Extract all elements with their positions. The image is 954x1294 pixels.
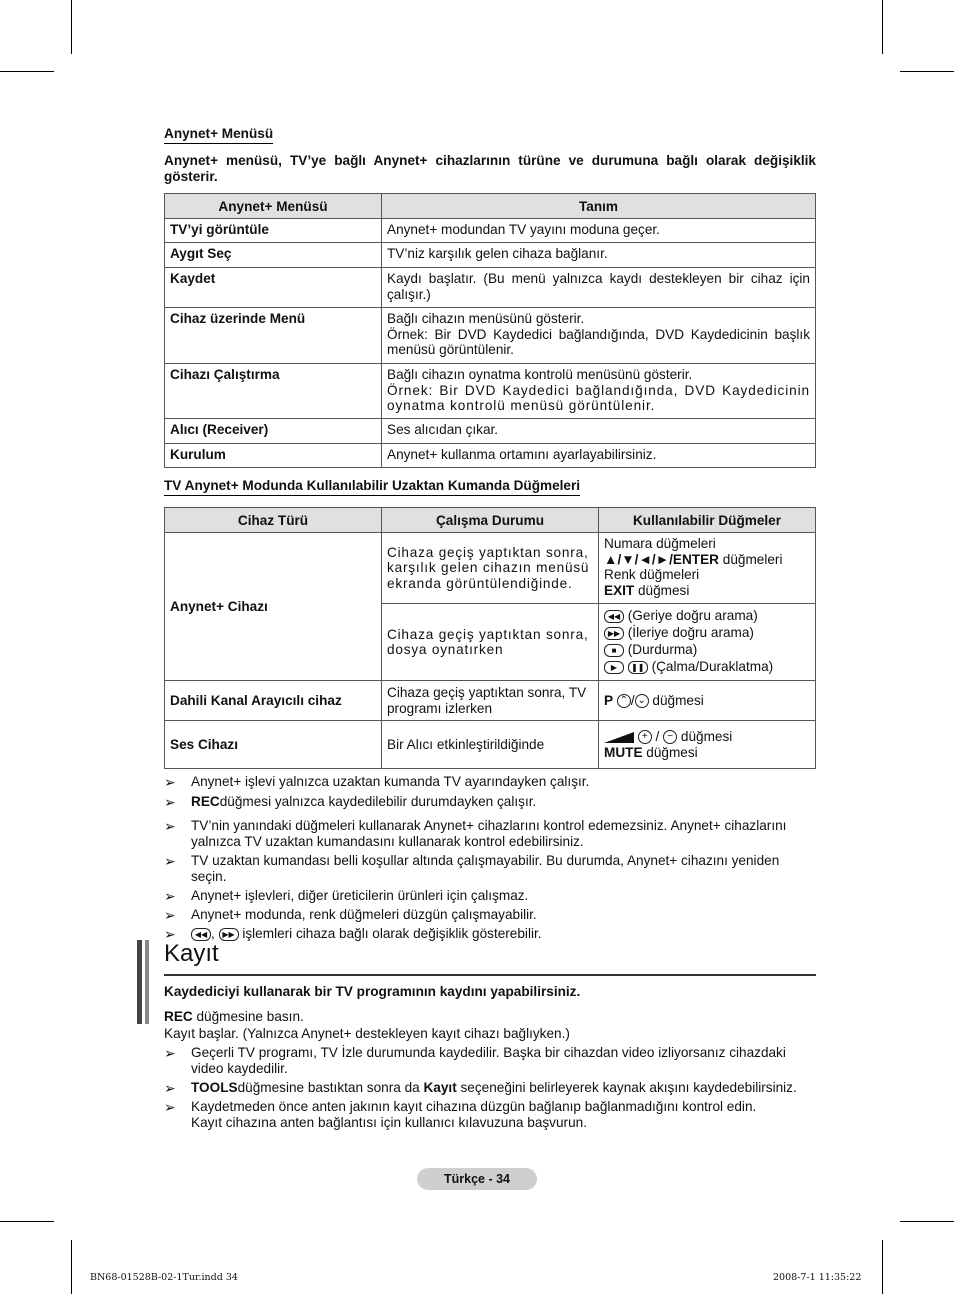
note-text: Geçerli TV programı, TV İzle durumunda kaydedilir. Başka bir cihazdan video izliyorsanız cihazdaki video kaydedilir. bbox=[191, 1045, 786, 1076]
note-item bbox=[164, 774, 816, 790]
anynet-menu-section bbox=[164, 126, 816, 185]
buttons-line bbox=[604, 583, 810, 599]
buttons-bold: ▲/▼/◄/►/ENTER bbox=[604, 551, 719, 567]
buttons-text: düğmesi bbox=[642, 744, 698, 760]
operation-state: Bir Alıcı etkinleştirildiğinde bbox=[382, 721, 599, 769]
menu-desc bbox=[382, 364, 816, 419]
kayit-title: Kayıt bbox=[164, 940, 219, 967]
buttons-line bbox=[604, 745, 810, 761]
note-text: Anynet+ işlevi yalnızca uzaktan kumanda TV ayarındayken çalışır. bbox=[191, 774, 590, 789]
menu-desc-line: Bağlı cihazın menüsünü gösterir. bbox=[387, 311, 585, 326]
menu-desc: Anynet+ modundan TV yayını moduna geçer. bbox=[382, 219, 816, 243]
kayit-step bbox=[164, 1008, 816, 1025]
note-text: seçeneğini belirleyerek kaynak akışını kaydedebilirsiniz. bbox=[456, 1080, 797, 1095]
crop-mark bbox=[882, 1240, 883, 1294]
step-text: düğmesine basın. bbox=[192, 1009, 304, 1024]
crop-mark bbox=[900, 1221, 954, 1222]
note-text: işlemleri cihaza bağlı olarak değişiklik gösterebilir. bbox=[242, 926, 542, 941]
note-item bbox=[164, 907, 816, 923]
play-icon: ▶ bbox=[604, 661, 624, 674]
crop-mark bbox=[900, 71, 954, 72]
note-text: Kayıt cihazına anten bağlantısı için kullanıcı kılavuzuna başvurun. bbox=[191, 1115, 587, 1130]
menu-desc: Ses alıcıdan çıkar. bbox=[382, 419, 816, 444]
crop-mark bbox=[882, 0, 883, 54]
pause-icon: ❚❚ bbox=[628, 661, 648, 674]
device-type: Anynet+ Cihazı bbox=[165, 533, 382, 681]
buttons-text: (Çalma/Duraklatma) bbox=[651, 659, 774, 674]
note-item bbox=[164, 888, 816, 904]
table-row bbox=[165, 308, 816, 364]
kayit-step: Kayıt başlar. (Yalnızca Anynet+ destekleyen kayıt cihazı bağlıyken.) bbox=[164, 1026, 570, 1041]
buttons-text: (Geriye doğru arama) bbox=[627, 608, 758, 623]
fast-forward-icon: ▶▶ bbox=[219, 928, 239, 941]
table-header: Tanım bbox=[382, 194, 816, 219]
note-bold: REC bbox=[191, 794, 220, 809]
note-arrow-icon: ➢ bbox=[164, 1045, 176, 1061]
note-item bbox=[164, 794, 816, 810]
operation-state: Cihaza geçiş yaptıktan sonra, TV programı izlerken bbox=[382, 681, 599, 721]
note-arrow-icon: ➢ bbox=[164, 853, 176, 869]
menu-desc bbox=[382, 308, 816, 364]
note-item bbox=[164, 818, 816, 850]
table-row bbox=[165, 533, 816, 604]
slug-filename: BN68-01528B-02-1Tur.indd 34 bbox=[90, 1272, 238, 1283]
note-item bbox=[164, 1045, 816, 1077]
table-header: Çalışma Durumu bbox=[382, 508, 599, 533]
crop-mark bbox=[0, 1221, 54, 1222]
page-number: Türkçe - 34 bbox=[417, 1168, 537, 1190]
menu-desc-example: Örnek: Bir DVD Kaydedici bağlandığında, DVD Kaydedicinin başlık menüsü görüntülenir. bbox=[387, 326, 810, 357]
section-title: TV Anynet+ Modunda Kullanılabilir Uzaktan Kumanda Düğmeleri bbox=[164, 478, 580, 496]
buttons-line bbox=[604, 552, 810, 568]
channel-down-icon: ⌄ bbox=[635, 694, 649, 708]
table-row bbox=[165, 681, 816, 721]
menu-desc-line: Bağlı cihazın oynatma kontrolü menüsünü gösterir. bbox=[387, 367, 693, 382]
note-text: TV uzaktan kumandası belli koşullar altında çalışmayabilir. Bu durumda, Anynet+ cihazını yeniden seçin. bbox=[191, 853, 780, 884]
menu-table bbox=[164, 193, 816, 468]
table-row bbox=[165, 219, 816, 243]
menu-name: Kaydet bbox=[165, 268, 382, 308]
section-marker-bar bbox=[137, 940, 142, 1024]
available-buttons bbox=[599, 533, 816, 604]
buttons-bold: MUTE bbox=[604, 744, 643, 760]
note-item bbox=[164, 853, 816, 885]
table-row bbox=[165, 243, 816, 268]
note-text: TV’nin yanındaki düğmeleri kullanarak Anynet+ cihazlarını kontrol edemezsiniz. Anynet+ cihazlarını yalnızca TV uzaktan kumandasını kullanarak kontrol edebilirsiniz. bbox=[191, 818, 787, 849]
available-buttons: P ⌃ / ⌄ düğmesi bbox=[599, 681, 816, 721]
buttons-text: (İleriye doğru arama) bbox=[627, 625, 754, 640]
note-arrow-icon: ➢ bbox=[164, 888, 176, 904]
note-text: düğmesine bastıktan sonra da bbox=[237, 1080, 424, 1095]
buttons-bold: P bbox=[604, 692, 614, 708]
table-row bbox=[165, 364, 816, 419]
note-bold: Kayıt bbox=[423, 1080, 457, 1095]
remote-table-wrap bbox=[164, 507, 816, 769]
buttons-text: düğmeleri bbox=[719, 551, 783, 567]
kayit-intro: Kaydediciyi kullanarak bir TV programının kaydını yapabilirsiniz. bbox=[164, 984, 581, 999]
section-intro: Anynet+ menüsü, TV’ye bağlı Anynet+ cihazlarının türüne ve durumuna bağlı olarak değişiklik gösterir. bbox=[164, 153, 816, 184]
note-item bbox=[164, 1080, 816, 1096]
menu-desc: Anynet+ kullanma ortamını ayarlayabilirsiniz. bbox=[382, 444, 816, 468]
note-arrow-icon: ➢ bbox=[164, 774, 176, 790]
buttons-line: Numara düğmeleri bbox=[604, 536, 716, 551]
volume-icon bbox=[604, 732, 634, 743]
kayit-section bbox=[164, 984, 816, 1131]
buttons-line bbox=[604, 641, 810, 658]
menu-name: Kurulum bbox=[165, 444, 382, 468]
section-title: Anynet+ Menüsü bbox=[164, 126, 273, 144]
volume-up-icon: + bbox=[638, 730, 652, 744]
note-arrow-icon: ➢ bbox=[164, 1080, 176, 1096]
buttons-line bbox=[604, 658, 810, 675]
table-row bbox=[165, 721, 816, 769]
available-buttons bbox=[599, 604, 816, 681]
buttons-line bbox=[604, 624, 810, 641]
buttons-text: düğmesi bbox=[680, 729, 733, 744]
slug-date: 2008-7-1 11:35:22 bbox=[773, 1272, 862, 1283]
section-marker-bar bbox=[145, 940, 149, 1024]
remote-table bbox=[164, 507, 816, 769]
kayit-divider bbox=[164, 974, 816, 976]
crop-mark bbox=[71, 0, 72, 54]
menu-name: Alıcı (Receiver) bbox=[165, 419, 382, 444]
buttons-line: Renk düğmeleri bbox=[604, 567, 700, 582]
device-type: Ses Cihazı bbox=[165, 721, 382, 769]
step-bold: REC bbox=[164, 1009, 193, 1024]
buttons-text: (Durdurma) bbox=[627, 642, 698, 657]
note-arrow-icon: ➢ bbox=[164, 794, 176, 810]
table-row bbox=[165, 444, 816, 468]
note-arrow-icon: ➢ bbox=[164, 926, 176, 942]
menu-name: TV’yi görüntüle bbox=[165, 219, 382, 243]
note-item: ➢ ◀◀ , ▶▶ işlemleri cihaza bağlı olarak değişiklik gösterebilir. bbox=[164, 926, 542, 942]
menu-table-wrap bbox=[164, 193, 816, 468]
menu-name: Cihazı Çalıştırma bbox=[165, 364, 382, 419]
menu-desc-example: Örnek: Bir DVD Kaydedici bağlandığında, DVD Kaydedicinin oynatma kontrolü menüsü görüntülenir. bbox=[387, 382, 810, 413]
buttons-bold: EXIT bbox=[604, 582, 635, 598]
menu-desc: TV’niz karşılık gelen cihaza bağlanır. bbox=[382, 243, 816, 268]
table-row bbox=[165, 419, 816, 444]
table-row bbox=[165, 268, 816, 308]
operation-state: Cihaza geçiş yaptıktan sonra, karşılık gelen cihazın menüsü ekranda görüntülendiğinde. bbox=[382, 533, 599, 604]
table-header: Cihaz Türü bbox=[165, 508, 382, 533]
crop-mark bbox=[71, 1240, 72, 1294]
volume-down-icon: − bbox=[663, 730, 677, 744]
buttons-text: düğmesi bbox=[652, 692, 704, 708]
operation-state: Cihaza geçiş yaptıktan sonra, dosya oynatırken bbox=[382, 604, 599, 681]
fast-forward-icon: ▶▶ bbox=[604, 627, 624, 640]
rewind-icon: ◀◀ bbox=[191, 928, 211, 941]
menu-name: Aygıt Seç bbox=[165, 243, 382, 268]
buttons-line bbox=[604, 607, 810, 624]
note-arrow-icon: ➢ bbox=[164, 1099, 176, 1115]
menu-name: Cihaz üzerinde Menü bbox=[165, 308, 382, 364]
crop-mark bbox=[0, 71, 54, 72]
rewind-icon: ◀◀ bbox=[604, 610, 624, 623]
table-header: Anynet+ Menüsü bbox=[165, 194, 382, 219]
buttons-text: düğmesi bbox=[634, 582, 690, 598]
note-arrow-icon: ➢ bbox=[164, 818, 176, 834]
note-text: Kaydetmeden önce anten jakının kayıt cihazına düzgün bağlanıp bağlanmadığını kontrol edin. bbox=[191, 1099, 757, 1114]
notes-list bbox=[164, 774, 816, 942]
device-type: Dahili Kanal Arayıcılı cihaz bbox=[165, 681, 382, 721]
buttons-line: + / − düğmesi bbox=[604, 729, 810, 745]
note-text: Anynet+ modunda, renk düğmeleri düzgün çalışmayabilir. bbox=[191, 907, 537, 922]
note-text: Anynet+ işlevleri, diğer üreticilerin ürünleri için çalışmaz. bbox=[191, 888, 529, 903]
menu-desc: Kaydı başlatır. (Bu menü yalnızca kaydı destekleyen bir cihaz için çalışır.) bbox=[382, 268, 816, 308]
stop-icon: ■ bbox=[604, 644, 624, 657]
note-bold: TOOLS bbox=[191, 1080, 238, 1095]
remote-section bbox=[164, 478, 816, 496]
channel-up-icon: ⌃ bbox=[617, 694, 631, 708]
note-arrow-icon: ➢ bbox=[164, 907, 176, 923]
available-buttons bbox=[599, 721, 816, 769]
note-text: düğmesi yalnızca kaydedilebilir durumdayken çalışır. bbox=[219, 794, 537, 809]
table-header: Kullanılabilir Düğmeler bbox=[599, 508, 816, 533]
note-item bbox=[164, 1099, 816, 1131]
